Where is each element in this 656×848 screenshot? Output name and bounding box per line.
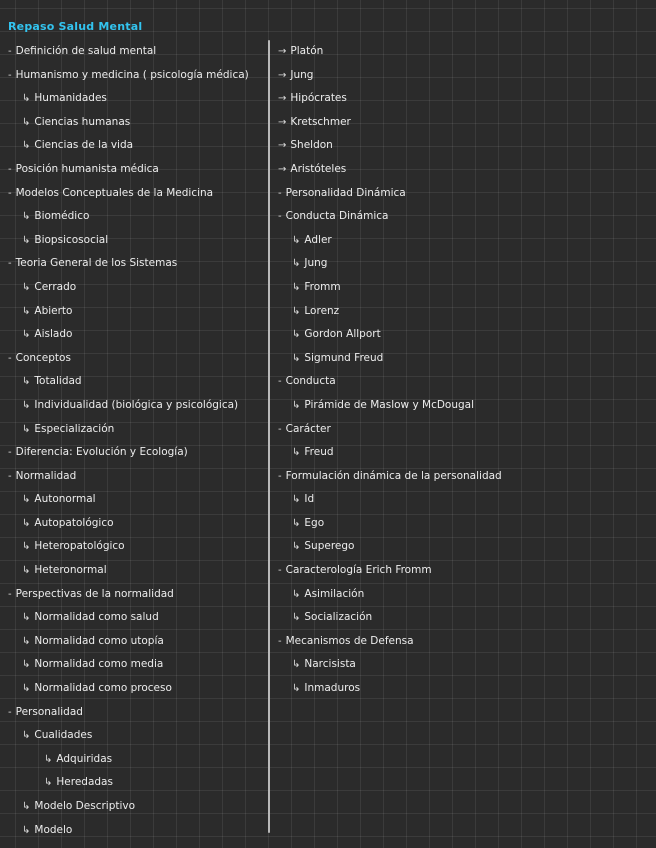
hook-bullet-icon: ↳ — [22, 376, 31, 388]
note-item — [8, 394, 266, 418]
arrow-bullet-icon: → — [278, 69, 287, 81]
note-text: Lorenz — [304, 304, 340, 317]
hook-bullet-icon: ↳ — [22, 612, 31, 624]
hook-bullet-icon: ↳ — [22, 565, 31, 577]
note-text: Cerrado — [34, 280, 77, 293]
hook-bullet-icon: ↳ — [22, 494, 31, 506]
note-text: Mecanismos de Defensa — [285, 634, 414, 647]
note-text: Superego — [304, 540, 355, 553]
note-item — [8, 465, 266, 489]
hook-bullet-icon: ↳ — [292, 399, 301, 411]
note-item — [278, 512, 650, 536]
note-text: Modelo — [34, 823, 73, 836]
hook-bullet-icon: ↳ — [22, 281, 31, 293]
note-item — [8, 583, 266, 607]
note-item — [8, 630, 266, 654]
note-item — [8, 488, 266, 512]
note-item — [278, 535, 650, 559]
note-text: Ciencias humanas — [34, 115, 131, 128]
note-item — [8, 653, 266, 677]
note-item — [278, 630, 650, 654]
note-item — [278, 158, 650, 182]
note-item — [278, 488, 650, 512]
note-text: Heteropatológico — [34, 540, 125, 553]
note-text: Kretschmer — [290, 115, 351, 128]
note-text: Personalidad — [15, 705, 83, 718]
note-item — [8, 182, 266, 206]
dash-bullet-icon: - — [278, 211, 282, 223]
note-text: Perspectivas de la normalidad — [15, 587, 174, 600]
hook-bullet-icon: ↳ — [292, 659, 301, 671]
hook-bullet-icon: ↳ — [44, 753, 53, 765]
note-text: Gordon Allport — [304, 328, 381, 341]
note-text: Formulación dinámica de la personalidad — [285, 469, 502, 482]
note-item — [8, 205, 266, 229]
note-text: Freud — [304, 446, 334, 459]
note-item — [8, 87, 266, 111]
column-divider — [268, 40, 270, 833]
note-text: Sigmund Freud — [304, 351, 384, 364]
hook-bullet-icon: ↳ — [292, 494, 301, 506]
note-text: Fromm — [304, 280, 341, 293]
note-item — [8, 677, 266, 701]
hook-bullet-icon: ↳ — [292, 612, 301, 624]
note-text: Pirámide de Maslow y McDougal — [304, 398, 475, 411]
note-text: Normalidad como proceso — [34, 682, 172, 695]
hook-bullet-icon: ↳ — [292, 352, 301, 364]
note-text: Adquiridas — [56, 752, 113, 765]
note-item — [278, 252, 650, 276]
hook-bullet-icon: ↳ — [22, 305, 31, 317]
note-text: Sheldon — [290, 139, 333, 152]
note-item — [278, 559, 650, 583]
note-item — [8, 134, 266, 158]
note-item — [8, 418, 266, 442]
note-text: Autonormal — [34, 493, 96, 506]
note-text: Humanismo y medicina ( psicología médica) — [15, 68, 249, 81]
arrow-bullet-icon: → — [278, 116, 287, 128]
note-item — [278, 606, 650, 630]
dash-bullet-icon: - — [8, 69, 12, 81]
note-item — [278, 347, 650, 371]
note-text: Teoria General de los Sistemas — [15, 257, 178, 270]
note-text: Modelo Descriptivo — [34, 800, 136, 812]
note-item — [8, 771, 266, 795]
note-text: Biomédico — [34, 210, 90, 223]
note-text: Ego — [304, 516, 325, 529]
note-item — [278, 229, 650, 253]
note-item — [278, 323, 650, 347]
note-item — [8, 40, 266, 64]
dash-bullet-icon: - — [278, 423, 282, 435]
hook-bullet-icon: ↳ — [22, 824, 31, 836]
note-text: Hipócrates — [290, 92, 347, 105]
note-text: Abierto — [34, 304, 73, 317]
hook-bullet-icon: ↳ — [22, 801, 31, 812]
dash-bullet-icon: - — [8, 470, 12, 482]
note-text: Normalidad como utopía — [34, 634, 164, 647]
note-item — [8, 347, 266, 371]
note-text: Jung — [290, 68, 314, 81]
note-item — [278, 418, 650, 442]
note-text: Cualidades — [34, 729, 93, 742]
arrow-bullet-icon: → — [278, 46, 287, 57]
note-text: Posición humanista médica — [15, 162, 159, 175]
note-item — [8, 300, 266, 324]
note-text: Autopatológico — [34, 516, 114, 529]
arrow-bullet-icon: → — [278, 93, 287, 105]
note-text: Jung — [304, 257, 328, 270]
note-item — [8, 724, 266, 748]
hook-bullet-icon: ↳ — [292, 683, 301, 695]
note-item — [8, 795, 266, 819]
note-text: Heredadas — [56, 776, 113, 789]
note-item — [8, 535, 266, 559]
hook-bullet-icon: ↳ — [292, 541, 301, 553]
note-item — [8, 748, 266, 772]
hook-bullet-icon: ↳ — [292, 517, 301, 529]
note-item — [278, 182, 650, 206]
note-text: Humanidades — [34, 92, 107, 105]
dash-bullet-icon: - — [8, 163, 12, 175]
hook-bullet-icon: ↳ — [22, 116, 31, 128]
note-text: Normalidad — [15, 469, 77, 482]
note-item — [8, 606, 266, 630]
note-item — [8, 276, 266, 300]
dash-bullet-icon: - — [278, 635, 282, 647]
note-item — [278, 394, 650, 418]
hook-bullet-icon: ↳ — [22, 211, 31, 223]
note-text: Biopsicosocial — [34, 233, 109, 246]
note-item — [278, 40, 650, 64]
note-item — [278, 111, 650, 135]
dash-bullet-icon: - — [278, 470, 282, 482]
note-item — [278, 300, 650, 324]
note-text: Normalidad como salud — [34, 611, 159, 624]
note-text: Adler — [304, 233, 332, 246]
hook-bullet-icon: ↳ — [22, 329, 31, 341]
note-item — [278, 583, 650, 607]
note-item — [8, 559, 266, 583]
hook-bullet-icon: ↳ — [292, 588, 301, 600]
hook-bullet-icon: ↳ — [22, 541, 31, 553]
hook-bullet-icon: ↳ — [292, 305, 301, 317]
arrow-bullet-icon: → — [278, 140, 287, 152]
dash-bullet-icon: - — [278, 187, 282, 199]
hook-bullet-icon: ↳ — [292, 329, 301, 341]
dash-bullet-icon: - — [8, 258, 12, 270]
note-item — [278, 465, 650, 489]
note-text: Asimilación — [304, 587, 365, 600]
dash-bullet-icon: - — [8, 46, 12, 57]
note-text: Socialización — [304, 611, 373, 624]
note-item — [278, 653, 650, 677]
dash-bullet-icon: - — [8, 706, 12, 718]
notes-column-right — [278, 40, 650, 701]
note-item — [278, 64, 650, 88]
hook-bullet-icon: ↳ — [22, 93, 31, 105]
note-text: Conducta Dinámica — [285, 210, 389, 223]
note-item — [8, 64, 266, 88]
note-text: Aristóteles — [290, 162, 347, 175]
note-item — [278, 205, 650, 229]
note-item — [278, 677, 650, 701]
note-text: Conducta — [285, 375, 336, 388]
note-item — [8, 512, 266, 536]
note-item — [8, 158, 266, 182]
note-item — [8, 819, 266, 843]
dash-bullet-icon: - — [278, 376, 282, 388]
note-item — [8, 370, 266, 394]
note-text: Narcisista — [304, 658, 356, 671]
hook-bullet-icon: ↳ — [22, 399, 31, 411]
dash-bullet-icon: - — [8, 447, 12, 459]
dash-bullet-icon: - — [8, 187, 12, 199]
note-text: Caracterología Erich Fromm — [285, 564, 432, 577]
note-text: Inmaduros — [304, 682, 361, 695]
hook-bullet-icon: ↳ — [22, 140, 31, 152]
note-text: Id — [304, 493, 315, 506]
notes-column-left — [8, 40, 266, 842]
note-text: Conceptos — [15, 351, 71, 364]
hook-bullet-icon: ↳ — [22, 234, 31, 246]
hook-bullet-icon: ↳ — [292, 234, 301, 246]
note-text: Normalidad como media — [34, 658, 164, 671]
note-text: Carácter — [285, 422, 331, 435]
hook-bullet-icon: ↳ — [22, 659, 31, 671]
arrow-bullet-icon: → — [278, 163, 287, 175]
note-item — [8, 252, 266, 276]
note-item — [8, 111, 266, 135]
dash-bullet-icon: - — [8, 588, 12, 600]
dash-bullet-icon: - — [278, 565, 282, 577]
note-item — [8, 229, 266, 253]
hook-bullet-icon: ↳ — [292, 258, 301, 270]
note-text: Definición de salud mental — [15, 45, 157, 57]
note-item — [278, 441, 650, 465]
hook-bullet-icon: ↳ — [44, 777, 53, 789]
note-item — [278, 276, 650, 300]
page-title: Repaso Salud Mental — [8, 20, 143, 33]
note-item — [8, 323, 266, 347]
hook-bullet-icon: ↳ — [292, 447, 301, 459]
note-item — [278, 134, 650, 158]
hook-bullet-icon: ↳ — [22, 423, 31, 435]
hook-bullet-icon: ↳ — [22, 683, 31, 695]
note-text: Platón — [290, 45, 324, 57]
note-item — [8, 701, 266, 725]
note-item — [278, 370, 650, 394]
hook-bullet-icon: ↳ — [22, 635, 31, 647]
note-text: Especialización — [34, 422, 115, 435]
hook-bullet-icon: ↳ — [22, 517, 31, 529]
note-text: Diferencia: Evolución y Ecología) — [15, 446, 188, 459]
note-item — [278, 87, 650, 111]
note-text: Individualidad (biológica y psicológica) — [34, 398, 239, 411]
note-text: Ciencias de la vida — [34, 139, 134, 152]
hook-bullet-icon: ↳ — [22, 730, 31, 742]
note-text: Totalidad — [34, 375, 82, 388]
note-text: Modelos Conceptuales de la Medicina — [15, 186, 214, 199]
note-text: Heteronormal — [34, 564, 107, 577]
hook-bullet-icon: ↳ — [292, 281, 301, 293]
note-text: Personalidad Dinámica — [285, 186, 406, 199]
note-text: Aislado — [34, 328, 73, 341]
note-item — [8, 441, 266, 465]
dash-bullet-icon: - — [8, 352, 12, 364]
